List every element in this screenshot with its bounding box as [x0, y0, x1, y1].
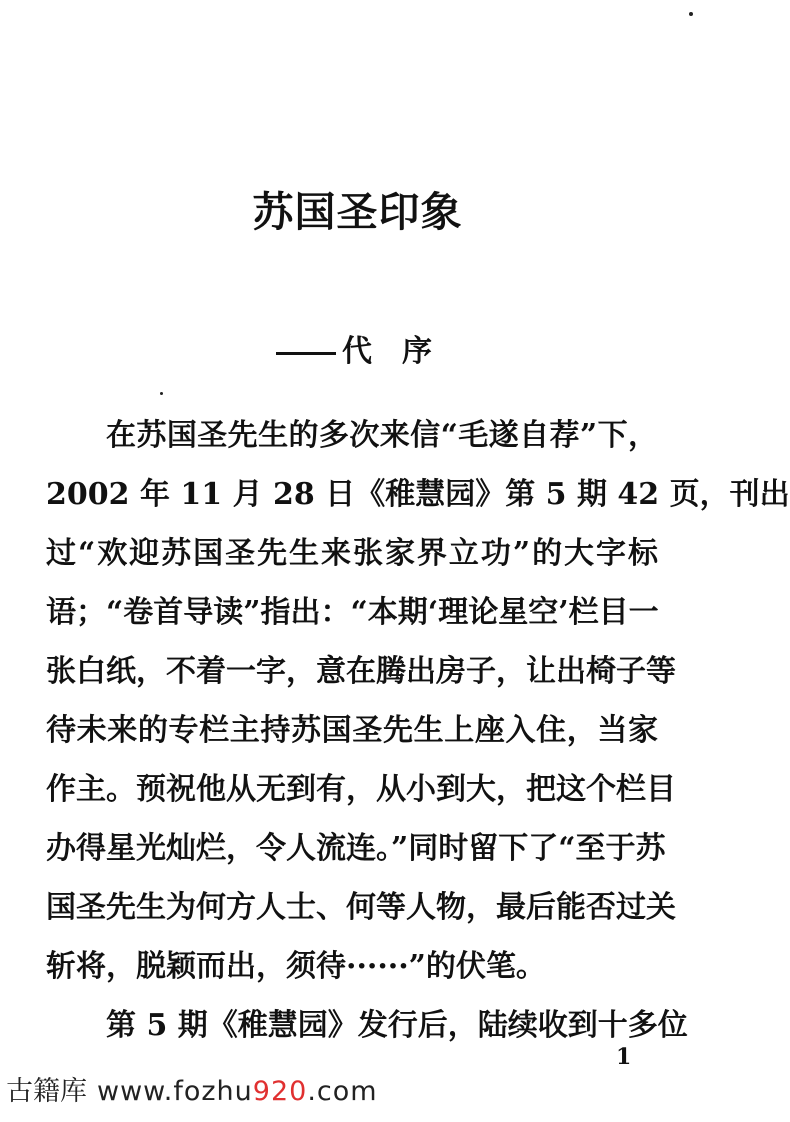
text-line-6: 待未来的专栏主持苏国圣先生上座入住，当家	[46, 713, 658, 748]
watermark	[6, 1072, 378, 1112]
watermark-url-number: 920	[252, 1076, 308, 1107]
page-title: 苏国圣印象	[252, 188, 463, 236]
em-dash	[276, 352, 336, 355]
text-line-9: 国圣先生为何方人士、何等人物，最后能否过关	[46, 890, 676, 925]
text-line-1: 在苏国圣先生的多次来信“毛遂自荐”下，	[106, 418, 658, 453]
watermark-url-prefix: www.fozhu	[97, 1076, 253, 1107]
text-line-4: 语；“卷首导读”指出：“本期‘理论星空’栏目一	[46, 595, 659, 630]
text-line-10: 斩将，脱颖而出，须待······”的伏笔。	[46, 949, 546, 984]
text-line-8: 办得星光灿烂，令人流连。”同时留下了“至于苏	[46, 831, 666, 866]
subtitle-text: 代 序	[342, 334, 432, 369]
page-number: 1	[616, 1044, 632, 1070]
watermark-brand: 古籍库	[6, 1076, 87, 1107]
text-line-5: 张白纸，不着一字，意在腾出房子，让出椅子等	[46, 654, 676, 689]
text-line-2: 2002 年 11 月 28 日《稚慧园》第 5 期 42 页，刊出	[46, 477, 790, 512]
scan-speck	[160, 392, 163, 395]
text-line-11: 第 5 期《稚慧园》发行后，陆续收到十多位	[106, 1008, 688, 1043]
text-line-3: 过“欢迎苏国圣先生来张家界立功”的大字标	[46, 536, 658, 571]
watermark-url	[97, 1076, 378, 1107]
subtitle	[276, 330, 432, 374]
watermark-url-suffix: .com	[307, 1076, 378, 1107]
text-line-7: 作主。预祝他从无到有，从小到大，把这个栏目	[46, 772, 676, 807]
scan-speck	[689, 12, 693, 16]
